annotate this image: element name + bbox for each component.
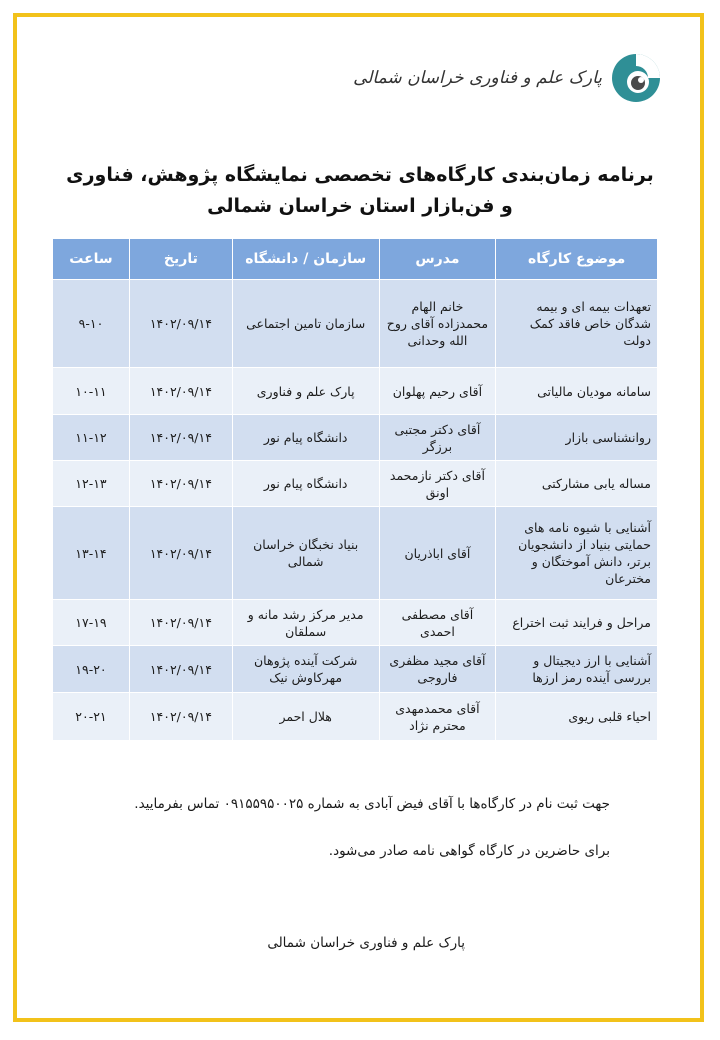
cell-date: ۱۴۰۲/۰۹/۱۴ — [129, 693, 232, 741]
cell-date: ۱۴۰۲/۰۹/۱۴ — [129, 280, 232, 368]
cell-date: ۱۴۰۲/۰۹/۱۴ — [129, 461, 232, 507]
cell-time: ۱۷-۱۹ — [53, 600, 130, 646]
cell-instructor: خانم الهام محمدزاده آقای روح الله وحدانی — [379, 280, 496, 368]
header-organization: سازمان / دانشگاه — [232, 239, 379, 280]
header-topic: موضوع کارگاه — [496, 239, 658, 280]
cell-instructor: آقای مجید مظفری فاروجی — [379, 646, 496, 693]
cell-instructor: آقای دکتر نازمحمد اونق — [379, 461, 496, 507]
table-row — [53, 461, 658, 507]
cell-topic: آشنایی با ارز دیجیتال و بررسی آینده رمز ارزها — [496, 646, 658, 693]
cell-instructor: آقای اباذریان — [379, 507, 496, 600]
cell-instructor: آقای رحیم پهلوان — [379, 368, 496, 415]
cell-date: ۱۴۰۲/۰۹/۱۴ — [129, 646, 232, 693]
registration-note: جهت ثبت نام در کارگاه‌ها با آقای فیض آبادی به شماره ۰۹۱۵۵۹۵۰۰۲۵ تماس بفرمایید. — [134, 796, 610, 812]
cell-organization: هلال احمر — [232, 693, 379, 741]
cell-instructor: آقای محمدمهدی محترم نژاد — [379, 693, 496, 741]
cell-instructor: آقای دکتر مجتبی برزگر — [379, 415, 496, 461]
header-date: تاریخ — [129, 239, 232, 280]
cell-organization: بنیاد نخبگان خراسان شمالی — [232, 507, 379, 600]
cell-time: ۱۳-۱۴ — [53, 507, 130, 600]
table-row — [53, 280, 658, 368]
title-line-2: و فن‌بازار استان خراسان شمالی — [207, 195, 513, 217]
cell-time: ۱۲-۱۳ — [53, 461, 130, 507]
cell-topic: سامانه مودیان مالیاتی — [496, 368, 658, 415]
park-logo — [353, 52, 662, 104]
cell-date: ۱۴۰۲/۰۹/۱۴ — [129, 600, 232, 646]
park-logo-icon — [610, 52, 662, 104]
cell-organization: مدیر مرکز رشد مانه و سملقان — [232, 600, 379, 646]
header-instructor: مدرس — [379, 239, 496, 280]
table-header-row — [53, 239, 658, 280]
schedule-table — [52, 238, 658, 741]
table-row — [53, 693, 658, 741]
cell-topic: احیاء قلبی ریوی — [496, 693, 658, 741]
header-time: ساعت — [53, 239, 130, 280]
cell-organization: پارک علم و فناوری — [232, 368, 379, 415]
table-row — [53, 600, 658, 646]
table-row — [53, 415, 658, 461]
logo-text: پارک علم و فناوری خراسان شمالی — [353, 68, 602, 88]
table-row — [53, 646, 658, 693]
cell-organization: دانشگاه پیام نور — [232, 415, 379, 461]
cell-topic: مساله یابی مشارکتی — [496, 461, 658, 507]
page-title — [40, 160, 680, 222]
cell-topic: روانشناسی بازار — [496, 415, 658, 461]
cell-time: ۲۰-۲۱ — [53, 693, 130, 741]
cell-date: ۱۴۰۲/۰۹/۱۴ — [129, 415, 232, 461]
cell-date: ۱۴۰۲/۰۹/۱۴ — [129, 368, 232, 415]
cell-organization: دانشگاه پیام نور — [232, 461, 379, 507]
cell-topic: آشنایی با شیوه نامه های حمایتی بنیاد از دانشجویان برتر، دانش آموختگان و مخترعان — [496, 507, 658, 600]
cell-time: ۱۱-۱۲ — [53, 415, 130, 461]
certificate-note: برای حاضرین در کارگاه گواهی نامه صادر می‌شود. — [328, 843, 610, 859]
table-row — [53, 507, 658, 600]
cell-organization: سازمان تامین اجتماعی — [232, 280, 379, 368]
title-line-1: برنامه زمان‌بندی کارگاه‌های تخصصی نمایشگاه پژوهش، فناوری — [66, 164, 654, 186]
footer-organization: پارک علم و فناوری خراسان شمالی — [267, 935, 465, 951]
cell-topic: مراحل و فرایند ثبت اختراع — [496, 600, 658, 646]
cell-date: ۱۴۰۲/۰۹/۱۴ — [129, 507, 232, 600]
cell-organization: شرکت آینده پژوهان مهرکاوش نیک — [232, 646, 379, 693]
cell-instructor: آقای مصطفی احمدی — [379, 600, 496, 646]
cell-time: ۱۹-۲۰ — [53, 646, 130, 693]
cell-time: ۹-۱۰ — [53, 280, 130, 368]
cell-topic: تعهدات بیمه ای و بیمه شدگان خاص فاقد کمک دولت — [496, 280, 658, 368]
table-row — [53, 368, 658, 415]
cell-time: ۱۰-۱۱ — [53, 368, 130, 415]
